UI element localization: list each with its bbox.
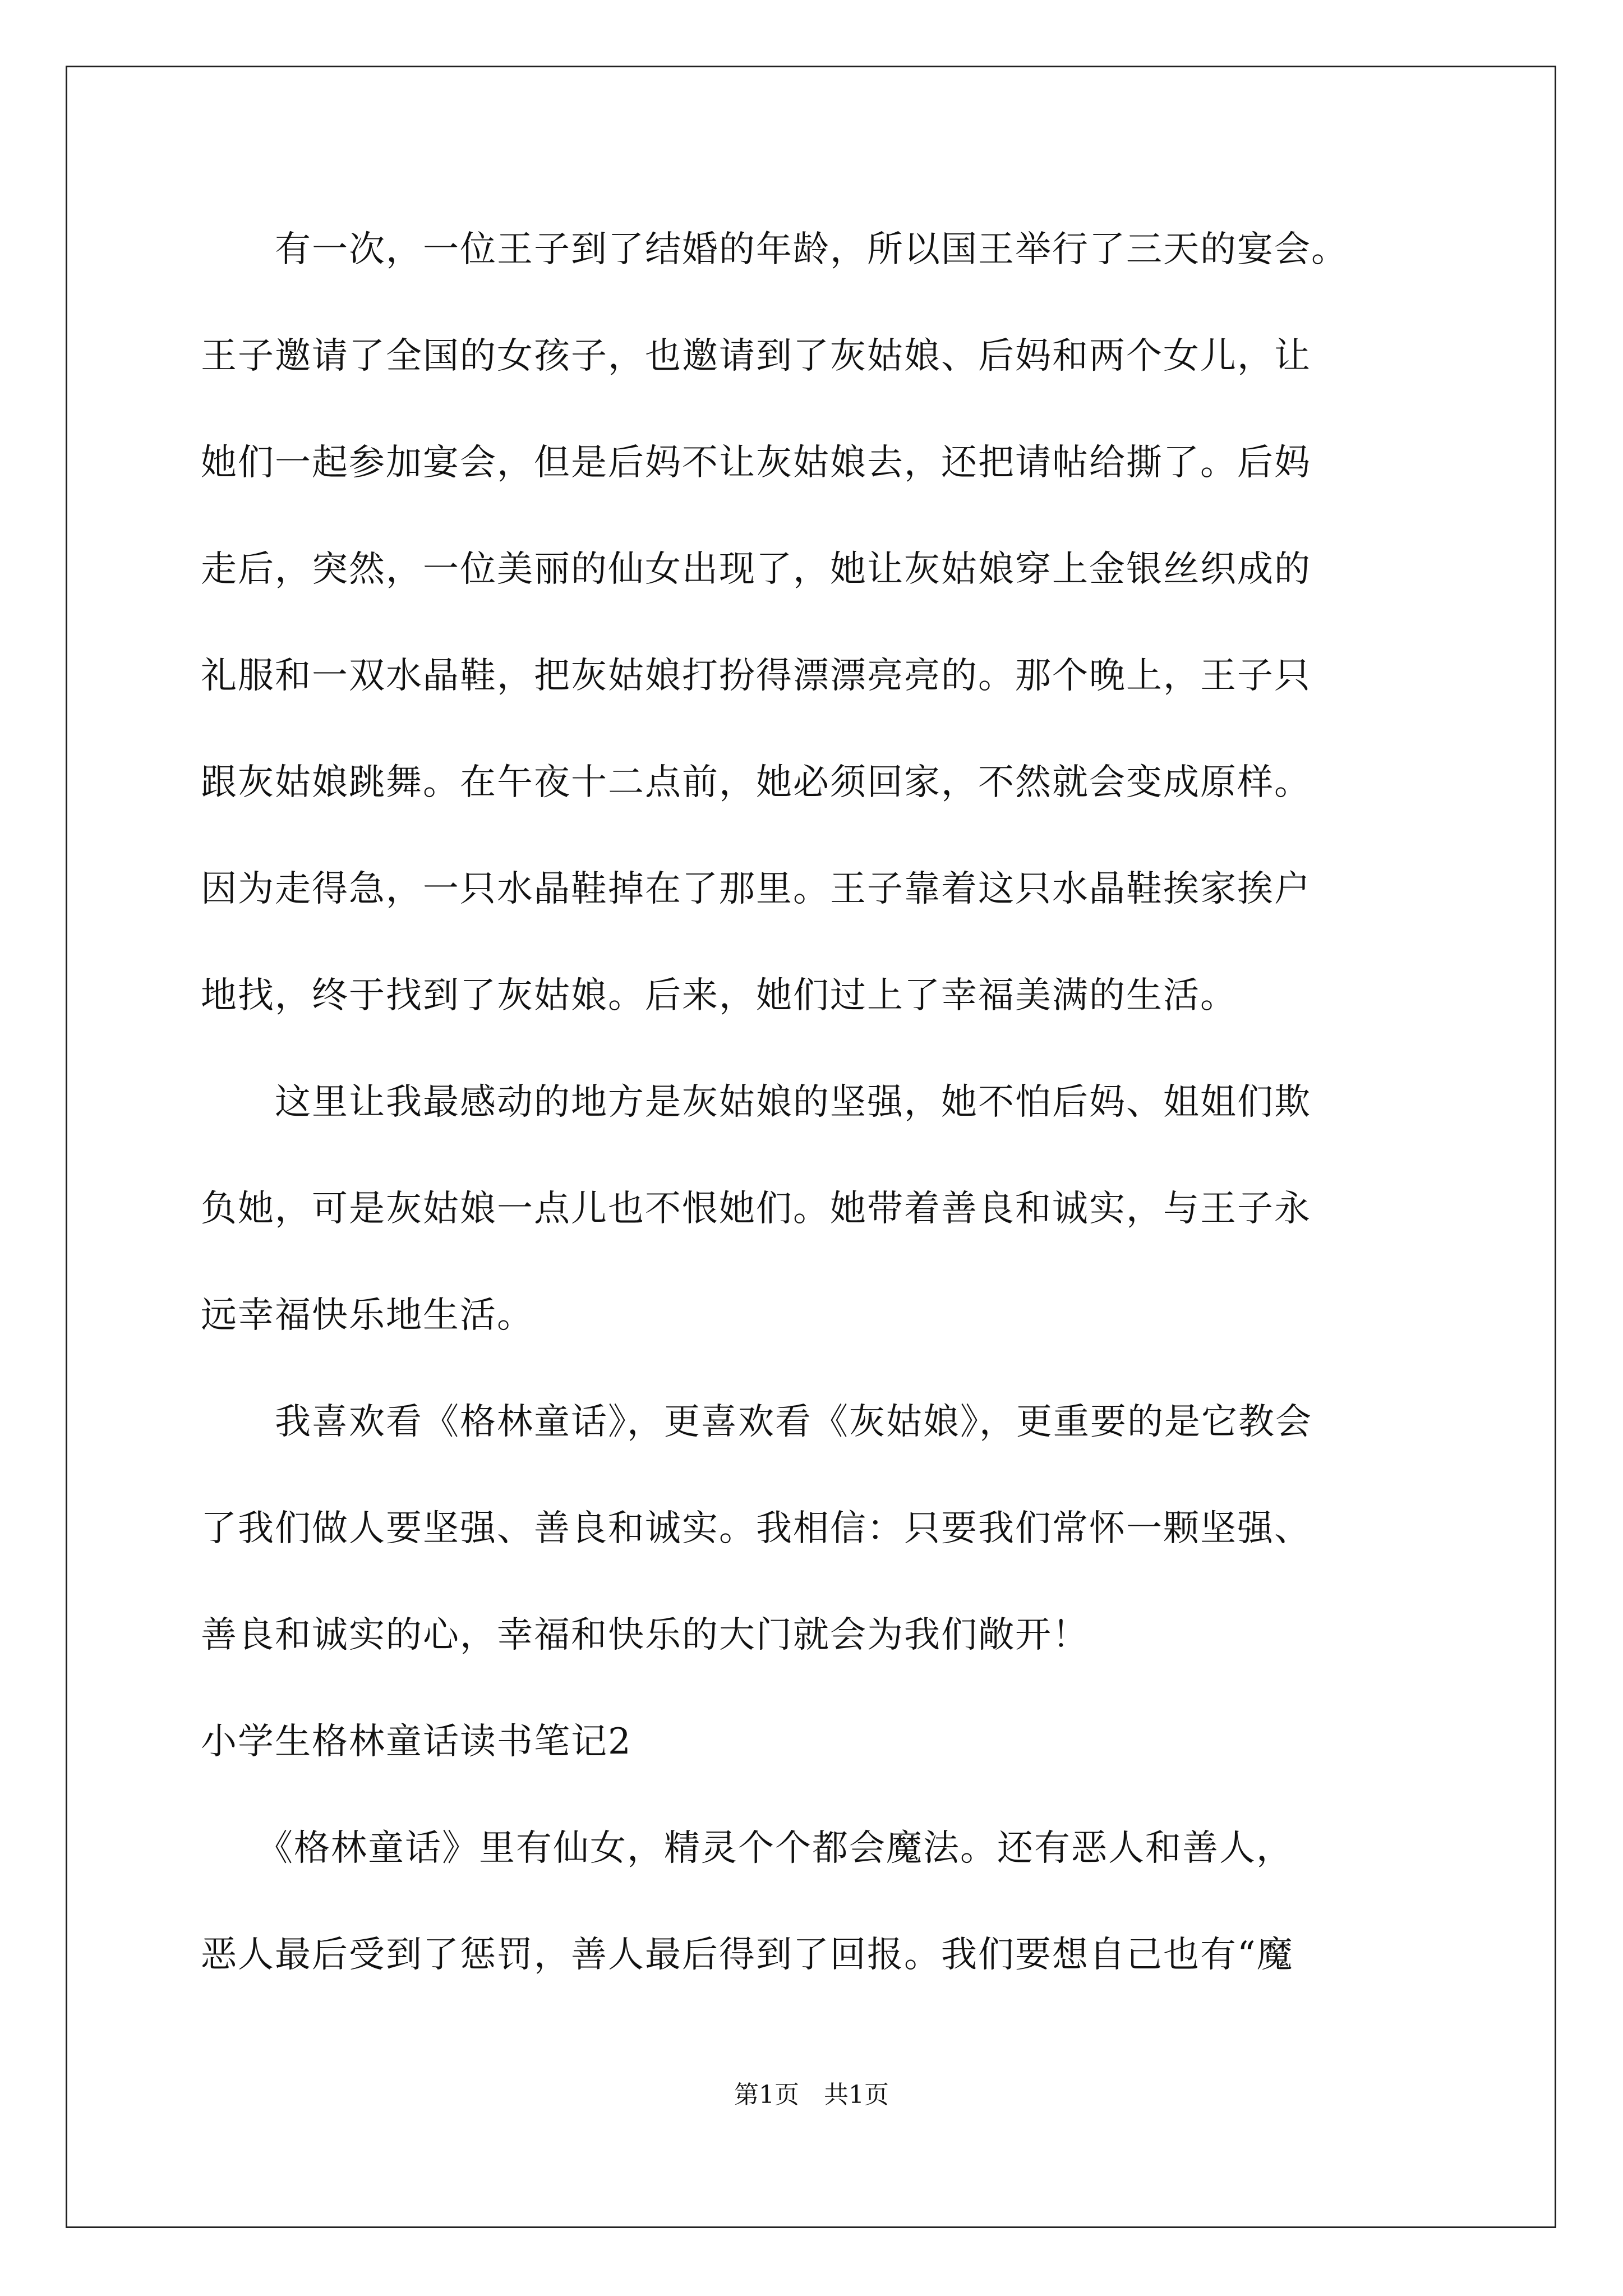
text-line: 《格林童话》里有仙女，精灵个个都会魔法。还有恶人和善人， bbox=[201, 1828, 1293, 1869]
text-line: 地找，终于找到了灰姑娘。后来，她们过上了幸福美满的生活。 bbox=[201, 975, 1237, 1016]
page-border bbox=[66, 66, 1556, 2228]
page-footer: 第1页 共1页 bbox=[734, 2081, 889, 2109]
section-heading: 小学生格林童话读书笔记2 bbox=[201, 1721, 632, 1763]
text-line: 跟灰姑娘跳舞。在午夜十二点前，她必须回家，不然就会变成原样。 bbox=[201, 762, 1311, 803]
text-line: 王子邀请了全国的女孩子，也邀请到了灰姑娘、后妈和两个女儿，让 bbox=[201, 335, 1311, 377]
text-line: 因为走得急，一只水晶鞋掉在了那里。王子靠着这只水晶鞋挨家挨户 bbox=[201, 868, 1311, 910]
text-line: 我喜欢看《格林童话》，更喜欢看《灰姑娘》，更重要的是它教会 bbox=[201, 1401, 1312, 1443]
text-line: 恶人最后受到了惩罚，善人最后得到了回报。我们要想自己也有“魔 bbox=[201, 1934, 1294, 1976]
text-line: 走后，突然，一位美丽的仙女出现了，她让灰姑娘穿上金银丝织成的 bbox=[201, 549, 1311, 590]
text-line: 远幸福快乐地生活。 bbox=[201, 1295, 534, 1336]
text-line: 有一次，一位王子到了结婚的年龄，所以国王举行了三天的宴会。 bbox=[201, 229, 1348, 270]
text-line: 她们一起参加宴会，但是后妈不让灰姑娘去，还把请帖给撕了。后妈 bbox=[201, 442, 1311, 484]
text-line: 负她，可是灰姑娘一点儿也不恨她们。她带着善良和诚实，与王子永 bbox=[201, 1188, 1311, 1230]
text-line: 善良和诚实的心，幸福和快乐的大门就会为我们敞开！ bbox=[201, 1614, 1089, 1656]
text-line: 了我们做人要坚强、善良和诚实。我相信：只要我们常怀一颗坚强、 bbox=[201, 1508, 1311, 1549]
text-line: 这里让我最感动的地方是灰姑娘的坚强，她不怕后妈、姐姐们欺 bbox=[201, 1082, 1311, 1123]
text-line: 礼服和一双水晶鞋，把灰姑娘打扮得漂漂亮亮的。那个晚上，王子只 bbox=[201, 655, 1311, 697]
